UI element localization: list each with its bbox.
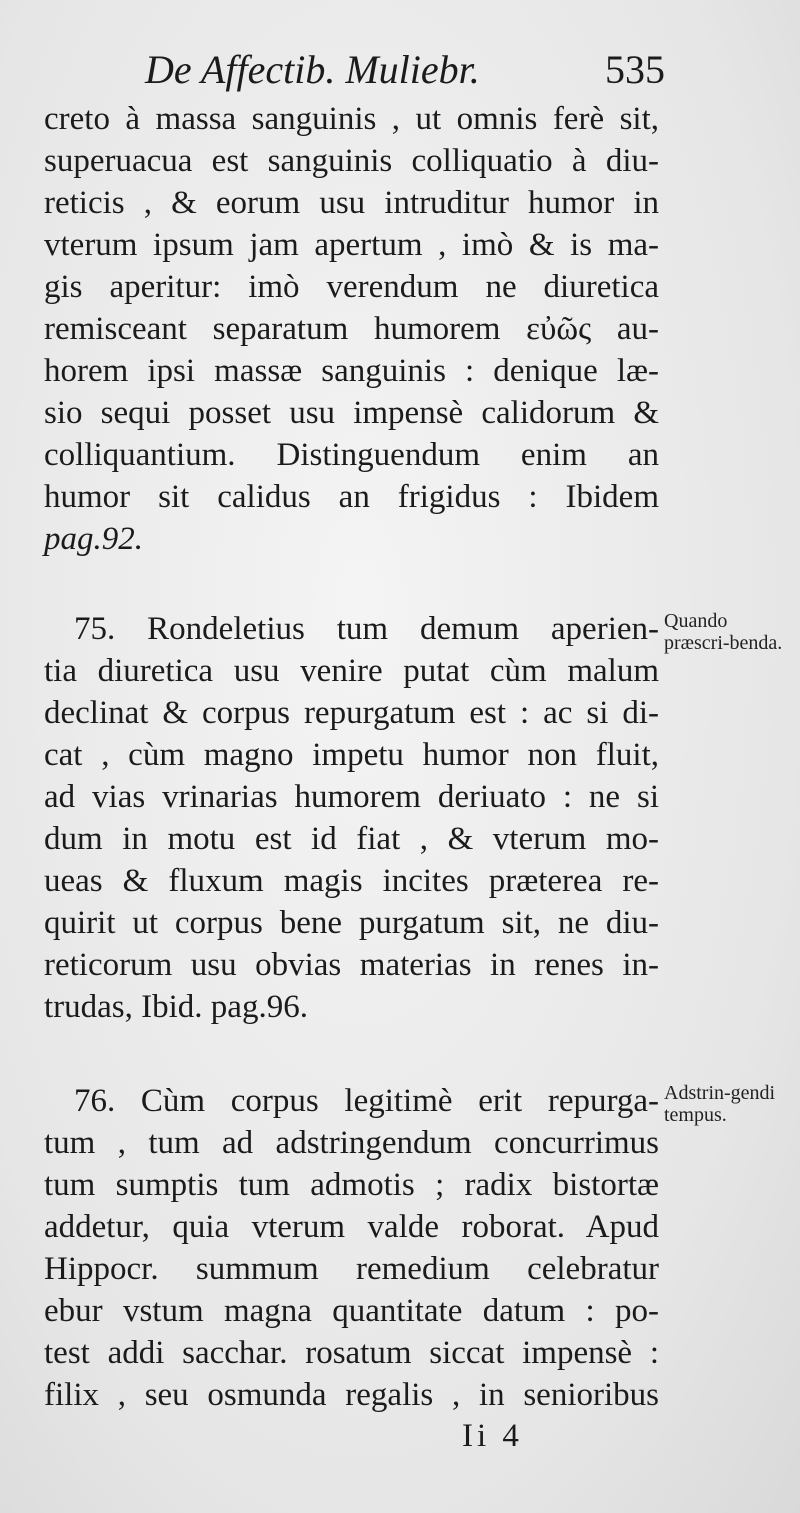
text-line: 76. Cùm corpus legitimè erit repurga- xyxy=(74,1083,659,1119)
text-line: vterum ipsum jam apertum , imò & is ma- xyxy=(44,227,659,263)
margin-note: Adstrin-gendi tempus. xyxy=(664,1082,776,1126)
text-line: ad vias vrinarias humorem deriuato : ne si xyxy=(44,779,659,815)
text-line: creto à massa sanguinis , ut omnis ferè sit, xyxy=(44,101,659,137)
text-line: tum sumptis tum admotis ; radix bistortæ xyxy=(44,1167,659,1203)
text-line: reticis , & eorum usu intruditur humor in xyxy=(44,185,659,221)
text-line: declinat & corpus repurgatum est : ac si di- xyxy=(44,695,659,731)
text-line: filix , seu osmunda regalis , in senioribus xyxy=(44,1377,659,1413)
text-line: pag.92. xyxy=(44,521,143,557)
paragraph-75 xyxy=(44,608,659,1028)
text-line: 75. Rondeletius tum demum aperien- xyxy=(74,611,659,647)
text-line: reticorum usu obvias materias in renes in- xyxy=(44,947,659,983)
text-line: cat , cùm magno impetu humor non fluit, xyxy=(44,737,659,773)
margin-note: Quando præscri-benda. xyxy=(664,610,783,654)
page-number: 535 xyxy=(605,47,665,92)
text-line: tia diuretica usu venire putat cùm malum xyxy=(44,653,659,689)
text-line: addetur, quia vterum valde roborat. Apud xyxy=(44,1209,659,1245)
text-line: remisceant separatum humorem εὐῶς au- xyxy=(44,311,659,347)
text-line: horem ipsi massæ sanguinis : denique læ- xyxy=(44,353,659,389)
text-line: dum in motu est id fiat , & vterum mo- xyxy=(44,821,659,857)
paragraph-74-continuation xyxy=(44,98,659,560)
text-line: superuacua est sanguinis colliquatio à diu- xyxy=(44,143,659,179)
paragraph-76 xyxy=(44,1080,659,1416)
text-line: test addi sacchar. rosatum siccat impensè : xyxy=(44,1335,659,1371)
text-line: humor sit calidus an frigidus : Ibidem xyxy=(44,479,659,515)
text-line: sio sequi posset usu impensè calidorum & xyxy=(44,395,659,431)
text-line: trudas, Ibid. pag.96. xyxy=(44,989,308,1025)
text-line: quirit ut corpus bene purgatum sit, ne diu- xyxy=(44,905,659,941)
running-header xyxy=(145,44,665,96)
text-line: Hippocr. summum remedium celebratur xyxy=(44,1251,659,1287)
running-title: De Affectib. Muliebr. xyxy=(145,47,480,92)
text-line: tum , tum ad adstringendum concurrimus xyxy=(44,1125,659,1161)
text-line: colliquantium. Distinguendum enim an xyxy=(44,437,659,473)
text-line: gis aperitur: imò verendum ne diuretica xyxy=(44,269,659,305)
signature-mark: Ii 4 xyxy=(462,1418,523,1454)
text-line: ebur vstum magna quantitate datum : po- xyxy=(44,1293,659,1329)
text-line: ueas & fluxum magis incites præterea re- xyxy=(44,863,659,899)
